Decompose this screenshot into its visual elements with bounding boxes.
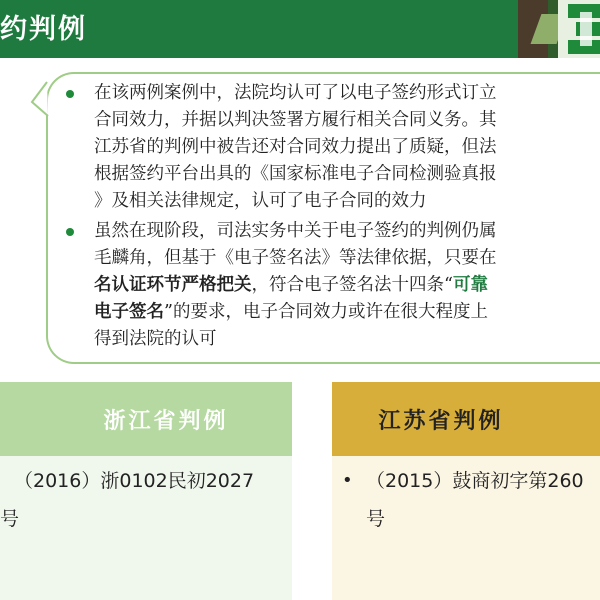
callout-paragraph-line [94,272,600,299]
callout-paragraph-line [94,188,600,215]
callout-paragraph-line [94,80,600,107]
callout-pointer [30,80,52,120]
jiangsu-case-bullet: • [342,470,353,491]
zhejiang-card-body [0,456,292,600]
callout-paragraph-line [94,299,600,326]
zhejiang-case-number: （2016）浙0102民初2027 [14,470,255,492]
callout-text-segment: 得到法院的认可 [94,329,217,349]
callout-text-segment: 虽然在现阶段，司法实务中关于电子签约的判例仍属 [94,221,497,241]
callout-text-segment: ，符合电子签名法十四条“ [251,275,453,295]
callout-paragraph-line [94,218,600,245]
callout-text-segment: 根据签约平台出具的《国家标准电子合同检测验真报 [94,164,497,184]
callout-bullet [66,228,74,236]
callout-text-segment: 江苏省的判例中被告还对合同效力提出了质疑，但法 [94,137,497,157]
callout-text-segment: 在该两例案例中，法院均认可了以电子签约形式订立 [94,83,497,103]
jiangsu-case-number: （2015）鼓商初字第260 [366,470,584,492]
callout-text-segment: 合同效力，并据以判决签署方履行相关合同义务。其 [94,110,497,130]
callout-paragraph-line [94,245,600,272]
header-decoration [518,0,600,58]
callout-text-segment: 》及相关法律规定，认可了电子合同的效力 [94,191,427,211]
callout-text-segment: 可靠 [452,275,488,295]
zhejiang-card-title: 浙江省判例 [0,382,292,456]
jiangsu-card-body [332,456,600,600]
header-bar [0,0,600,58]
callout-text-segment: 电子签名 [94,302,164,322]
callout-text-segment: 名认证环节严格把关 [94,275,252,295]
zhejiang-case-card [0,382,292,600]
callout-text-segment: ”的要求，电子合同效力或许在很大程度上 [164,302,488,322]
callout-paragraph-line [94,161,600,188]
callout-paragraph-line [94,107,600,134]
page-title: 约判例 [0,14,87,45]
zhejiang-case-number-suffix: 号 [0,508,20,530]
callout-paragraph-line [94,134,600,161]
jiangsu-card-title: 江苏省判例 [332,382,600,456]
jiangsu-case-number-suffix: 号 [366,508,386,530]
callout-paragraph-line [94,326,600,353]
jiangsu-case-card [332,382,600,600]
callout-text-segment: 毛麟角，但基于《电子签名法》等法律依据，只要在 [94,248,497,268]
callout-bullet [66,90,74,98]
